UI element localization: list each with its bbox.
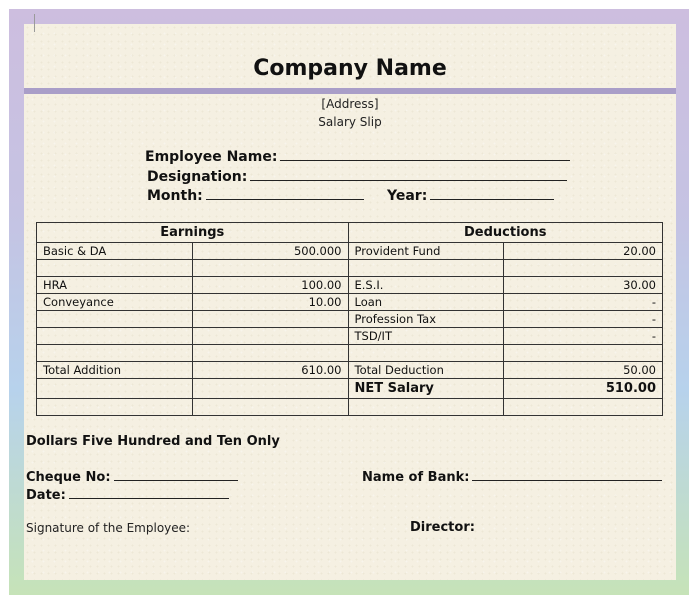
employee-name-blank[interactable] — [280, 148, 570, 161]
deduction-value[interactable]: - — [504, 328, 663, 345]
month-blank[interactable] — [206, 187, 364, 200]
deduction-value[interactable]: 30.00 — [504, 277, 663, 294]
deduction-label[interactable] — [348, 345, 504, 362]
empty-cell[interactable] — [192, 399, 348, 416]
date-field[interactable] — [26, 486, 229, 503]
month-field[interactable] — [147, 187, 364, 204]
empty-cell[interactable] — [504, 399, 663, 416]
deduction-label[interactable]: Loan — [348, 294, 504, 311]
earnings-header: Earnings — [37, 223, 349, 243]
text-cursor — [34, 14, 35, 32]
earning-value[interactable]: 500.000 — [192, 243, 348, 260]
deductions-header: Deductions — [348, 223, 663, 243]
amount-in-words[interactable]: Dollars Five Hundred and Ten Only — [26, 434, 280, 449]
document-title: Salary Slip — [318, 115, 382, 129]
year-field[interactable] — [387, 187, 554, 204]
year-label: Year: — [387, 188, 428, 204]
net-salary-value[interactable]: 510.00 — [504, 379, 663, 399]
company-address[interactable]: [Address] — [321, 97, 379, 111]
month-label: Month: — [147, 188, 203, 204]
year-blank[interactable] — [430, 187, 554, 200]
table-row — [37, 277, 663, 294]
date-blank[interactable] — [69, 486, 229, 499]
net-salary-row — [37, 379, 663, 399]
net-salary-label[interactable]: NET Salary — [348, 379, 504, 399]
deduction-label[interactable]: Profession Tax — [348, 311, 504, 328]
earning-label[interactable] — [37, 260, 193, 277]
table-row — [37, 345, 663, 362]
deduction-label[interactable]: E.S.I. — [348, 277, 504, 294]
totals-row — [37, 362, 663, 379]
earning-value[interactable]: 100.00 — [192, 277, 348, 294]
table-row — [37, 399, 663, 416]
bank-label: Name of Bank: — [362, 470, 470, 485]
total-addition-value[interactable]: 610.00 — [192, 362, 348, 379]
earning-label[interactable] — [37, 311, 193, 328]
table-row — [37, 260, 663, 277]
cheque-label: Cheque No: — [26, 470, 111, 485]
empty-cell[interactable] — [348, 399, 504, 416]
table-row — [37, 243, 663, 260]
earning-value[interactable] — [192, 345, 348, 362]
bank-blank[interactable] — [472, 468, 662, 481]
company-name[interactable]: Company Name — [253, 56, 447, 81]
designation-blank[interactable] — [250, 168, 567, 181]
earning-value[interactable] — [192, 328, 348, 345]
total-addition-label[interactable]: Total Addition — [37, 362, 193, 379]
date-label: Date: — [26, 488, 66, 503]
deduction-label[interactable] — [348, 260, 504, 277]
employee-signature-label: Signature of the Employee: — [26, 521, 191, 535]
title-divider-bar — [24, 88, 676, 94]
total-deduction-label[interactable]: Total Deduction — [348, 362, 504, 379]
deduction-value[interactable]: 20.00 — [504, 243, 663, 260]
table-row — [37, 328, 663, 345]
empty-cell[interactable] — [37, 399, 193, 416]
deduction-value[interactable]: - — [504, 311, 663, 328]
table-row — [37, 294, 663, 311]
earning-label[interactable]: HRA — [37, 277, 193, 294]
designation-field[interactable] — [147, 168, 567, 185]
deduction-value[interactable] — [504, 345, 663, 362]
total-deduction-value[interactable]: 50.00 — [504, 362, 663, 379]
earning-value[interactable] — [192, 260, 348, 277]
earning-label[interactable]: Conveyance — [37, 294, 193, 311]
earning-value[interactable] — [192, 311, 348, 328]
bank-field[interactable] — [362, 468, 662, 485]
table-header-row — [37, 223, 663, 243]
earning-label[interactable] — [37, 328, 193, 345]
cheque-field[interactable] — [26, 468, 238, 485]
earning-label[interactable]: Basic & DA — [37, 243, 193, 260]
deduction-value[interactable]: - — [504, 294, 663, 311]
deduction-label[interactable]: Provident Fund — [348, 243, 504, 260]
designation-label: Designation: — [147, 169, 248, 185]
empty-cell[interactable] — [192, 379, 348, 399]
employee-name-field[interactable] — [145, 148, 570, 165]
deduction-label[interactable]: TSD/IT — [348, 328, 504, 345]
table-row — [37, 311, 663, 328]
deduction-value[interactable] — [504, 260, 663, 277]
empty-cell[interactable] — [37, 379, 193, 399]
cheque-blank[interactable] — [114, 468, 238, 481]
earning-label[interactable] — [37, 345, 193, 362]
employee-name-label: Employee Name: — [145, 149, 278, 165]
earning-value[interactable]: 10.00 — [192, 294, 348, 311]
director-label: Director: — [410, 520, 475, 535]
salary-table — [36, 222, 663, 416]
